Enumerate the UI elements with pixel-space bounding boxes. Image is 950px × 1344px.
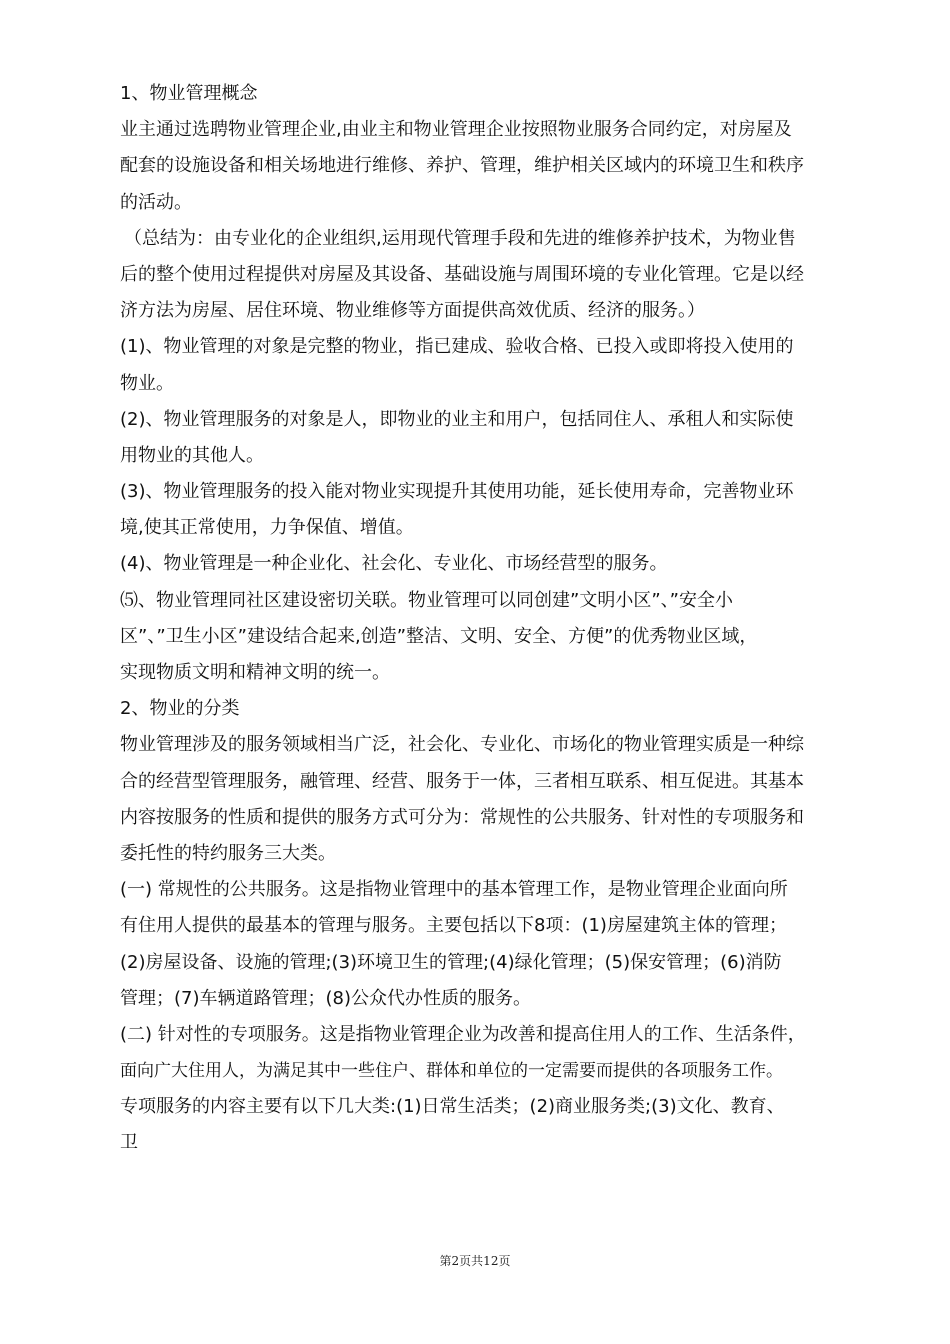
text-line: 物业。: [120, 372, 174, 394]
document-body: [120, 76, 855, 1162]
text-line: 合的经营型管理服务，融管理、经营、服务于一体，三者相互联系、相互促进。其基本: [120, 770, 804, 792]
text-line: (2)房屋设备、设施的管理;(3)环境卫生的管理;(4)绿化管理；(5)保安管理；(6)消防: [120, 951, 782, 973]
text-line: 境,使其正常使用，力争保值、增值。: [120, 517, 414, 539]
text-line: 专项服务的内容主要有以下几大类:(1)日常生活类；(2)商业服务类;(3)文化、教育、: [120, 1096, 785, 1118]
text-line: (2)、物业管理服务的对象是人，即物业的业主和用户，包括同住人、承租人和实际使: [120, 408, 794, 430]
text-line: 实现物质文明和精神文明的统一。: [120, 662, 390, 683]
text-line: 业主通过选聘物业管理企业,由业主和物业管理企业按照物业服务合同约定，对房屋及: [120, 119, 792, 141]
page-number-footer: 第2页共12页: [439, 1254, 511, 1268]
text-line: (1)、物业管理的对象是完整的物业，指已建成、验收合格、已投入或即将投入使用的: [120, 336, 794, 358]
text-line: (一) 常规性的公共服务。这是指物业管理中的基本管理工作，是物业管理企业面向所: [120, 879, 788, 901]
text-line: 配套的设施设备和相关场地进行维修、养护、管理，维护相关区域内的环境卫生和秩序: [120, 155, 804, 177]
text-line: 内容按服务的性质和提供的服务方式可分为：常规性的公共服务、针对性的专项服务和: [120, 806, 804, 828]
text-line: (二) 针对性的专项服务。这是指物业管理企业为改善和提高住用人的工作、生活条件，: [120, 1023, 806, 1045]
text-line: 的活动。: [120, 191, 192, 213]
text-line: 用物业的其他人。: [120, 444, 264, 466]
text-line: 有住用人提供的最基本的管理与服务。主要包括以下8项：(1)房屋建筑主体的管理；: [120, 915, 787, 937]
text-line: 委托性的特约服务三大类。: [120, 842, 336, 864]
text-line: 济方法为房屋、居住环境、物业维修等方面提供高效优质、经济的服务。）: [120, 300, 705, 322]
text-line: (3)、物业管理服务的投入能对物业实现提升其使用功能，延长使用寿命，完善物业环: [120, 481, 794, 503]
heading-property-classification: 2、物业的分类: [120, 698, 240, 720]
text-line: 面向广大住用人，为满足其中一些住户、群体和单位的一定需要而提供的各项服务工作。: [120, 1061, 783, 1082]
text-line: 区”、”卫生小区”建设结合起来,创造”整洁、文明、安全、方便”的优秀物业区域，: [120, 625, 758, 647]
text-line: 后的整个使用过程提供对房屋及其设备、基础设施与周围环境的专业化管理。它是以经: [120, 263, 804, 285]
text-line: (4)、物业管理是一种企业化、社会化、专业化、市场经营型的服务。: [120, 553, 668, 575]
text-line: ⑸、物业管理同社区建设密切关联。物业管理可以同创建”文明小区”、”安全小: [120, 589, 733, 611]
text-line: 管理；(7)车辆道路管理；(8)公众代办性质的服务。: [120, 987, 531, 1009]
text-line: 物业管理涉及的服务领域相当广泛，社会化、专业化、市场化的物业管理实质是一种综: [120, 734, 804, 756]
text-line: 卫: [120, 1132, 138, 1154]
heading-property-management-concept: 1、物业管理概念: [120, 83, 258, 104]
text-line: （总结为：由专业化的企业组织,运用现代管理手段和先进的维修养护技术，为物业售: [124, 227, 796, 249]
